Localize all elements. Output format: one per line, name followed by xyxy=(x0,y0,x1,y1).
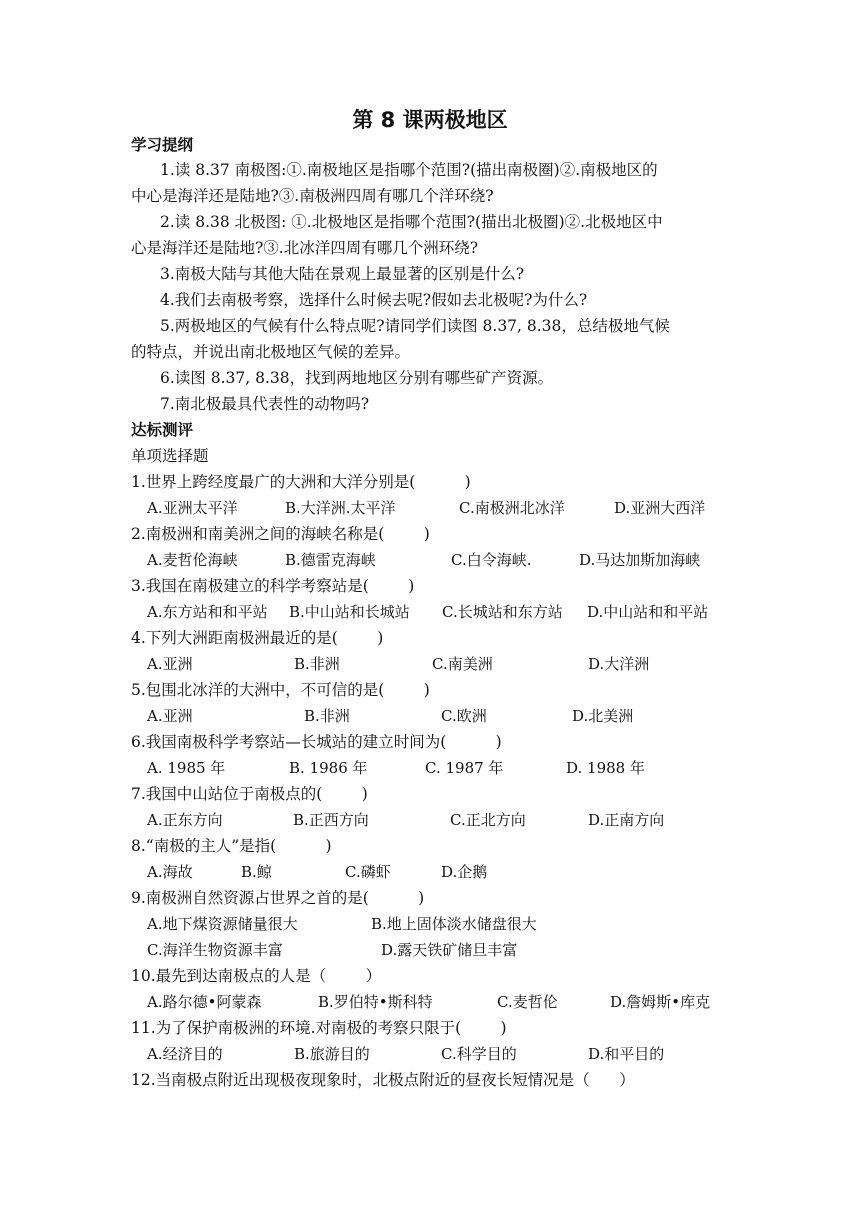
option: C.南美洲 xyxy=(432,655,493,673)
option: A.亚洲太平洋 xyxy=(147,499,238,517)
option: A.麦哲伦海峡 xyxy=(147,551,238,569)
option: C.南极洲北冰洋 xyxy=(459,499,565,517)
question: 8.“南极的主人”是指( ) xyxy=(131,837,332,855)
option: D.中山站和和平站 xyxy=(587,603,709,621)
outline-line: 1.读 8.37 南极图:①.南极地区是指哪个范围?(描出南极圈)②.南极地区的 xyxy=(160,161,658,179)
option: D.大洋洲 xyxy=(588,655,650,673)
question: 11.为了保护南极洲的环境.对南极的考察只限于( ) xyxy=(131,1019,507,1037)
outline-line: 5.两极地区的气候有什么特点呢?请同学们读图 8.37, 8.38，总结极地气候 xyxy=(160,317,670,335)
option: C.欧洲 xyxy=(441,707,487,725)
option: D.露天铁矿储旦丰富 xyxy=(381,941,518,959)
option: B.地上固体淡水储盘很大 xyxy=(371,915,537,933)
question: 4.下列大洲距南极洲最近的是( ) xyxy=(131,629,384,647)
option: C. 1987 年 xyxy=(425,759,504,777)
option: A.海故 xyxy=(147,863,193,881)
option: D.正南方向 xyxy=(588,811,665,829)
outline-line: 7.南北极最具代表性的动物吗? xyxy=(160,395,370,413)
option: A.地下煤资源储量很大 xyxy=(147,915,298,933)
option: C.科学目的 xyxy=(441,1045,517,1063)
option: A.正东方向 xyxy=(147,811,223,829)
question: 5.包围北冰洋的大洲中，不可信的是( ) xyxy=(131,681,430,699)
option: D.北美洲 xyxy=(572,707,634,725)
option: D. 1988 年 xyxy=(566,759,645,777)
option: D.和平目的 xyxy=(588,1045,665,1063)
question: 1.世界上跨经度最广的大洲和大洋分别是( ) xyxy=(131,473,471,491)
question: 9.南极洲自然资源占世界之首的是( ) xyxy=(131,889,425,907)
page-title: 第 8 课两极地区 xyxy=(352,108,508,132)
outline-heading: 学习提纲 xyxy=(131,136,194,154)
option: A. 1985 年 xyxy=(147,759,226,777)
option: A.亚洲 xyxy=(147,707,193,725)
option: D.企鹅 xyxy=(441,863,488,881)
question: 10.最先到达南极点的人是（ ） xyxy=(131,967,382,985)
option: B.正西方向 xyxy=(293,811,369,829)
outline-line: 3.南极大陆与其他大陆在景观上最显著的区别是什么? xyxy=(160,265,525,283)
outline-line: 2.读 8.38 北极图: ①.北极地区是指哪个范围?(描出北极圈)②.北极地区中 xyxy=(160,213,663,231)
option: B.中山站和长城站 xyxy=(289,603,410,621)
option: B.罗伯特•斯科特 xyxy=(318,993,433,1011)
option: A.经济目的 xyxy=(147,1045,223,1063)
option: C.麦哲伦 xyxy=(497,993,558,1011)
outline-line: 心是海洋还是陆地?③.北冰洋四周有哪几个洲环绕? xyxy=(131,239,479,257)
option: C.磷虾 xyxy=(345,863,391,881)
option: B.旅游目的 xyxy=(294,1045,370,1063)
outline-line: 6.读图 8.37, 8.38，找到两地地区分别有哪些矿产资源。 xyxy=(160,369,554,387)
option: D.马达加斯加海峡 xyxy=(579,551,701,569)
option: B.德雷克海峡 xyxy=(285,551,376,569)
option: C.长城站和东方站 xyxy=(442,603,563,621)
question: 7.我国中山站位于南极点的( ) xyxy=(131,785,368,803)
outline-line: 的特点，并说出南北极地区气候的差异。 xyxy=(131,343,411,361)
option: A.路尔德•阿蒙森 xyxy=(147,993,262,1011)
option: A.亚洲 xyxy=(147,655,193,673)
question: 12.当南极点附近出现极夜现象时，北极点附近的昼夜长短情况是（ ） xyxy=(131,1071,635,1089)
test-subheading: 单项选择题 xyxy=(131,447,209,465)
option: A.东方站和和平站 xyxy=(147,603,268,621)
test-heading: 达标测评 xyxy=(131,421,194,439)
question: 2.南极洲和南美洲之间的海峡名称是( ) xyxy=(131,525,430,543)
option: B.鲸 xyxy=(241,863,272,881)
option: B. 1986 年 xyxy=(289,759,368,777)
option: B.大洋洲.太平洋 xyxy=(285,499,396,517)
option: B.非洲 xyxy=(294,655,340,673)
option: C.正北方向 xyxy=(450,811,526,829)
option: D.詹姆斯•库克 xyxy=(610,993,711,1011)
option: D.亚洲大西洋 xyxy=(614,499,706,517)
option: C.白令海峡. xyxy=(451,551,532,569)
outline-line: 4.我们去南极考察，选择什么时候去呢?假如去北极呢?为什么? xyxy=(160,291,588,309)
question: 3.我国在南极建立的科学考察站是( ) xyxy=(131,577,415,595)
question: 6.我国南极科学考察站—长城站的建立时间为( ) xyxy=(131,733,502,751)
option: B.非洲 xyxy=(304,707,350,725)
outline-line: 中心是海洋还是陆地?③.南极洲四周有哪几个洋环绕? xyxy=(131,187,494,205)
option: C.海洋生物资源丰富 xyxy=(147,941,283,959)
